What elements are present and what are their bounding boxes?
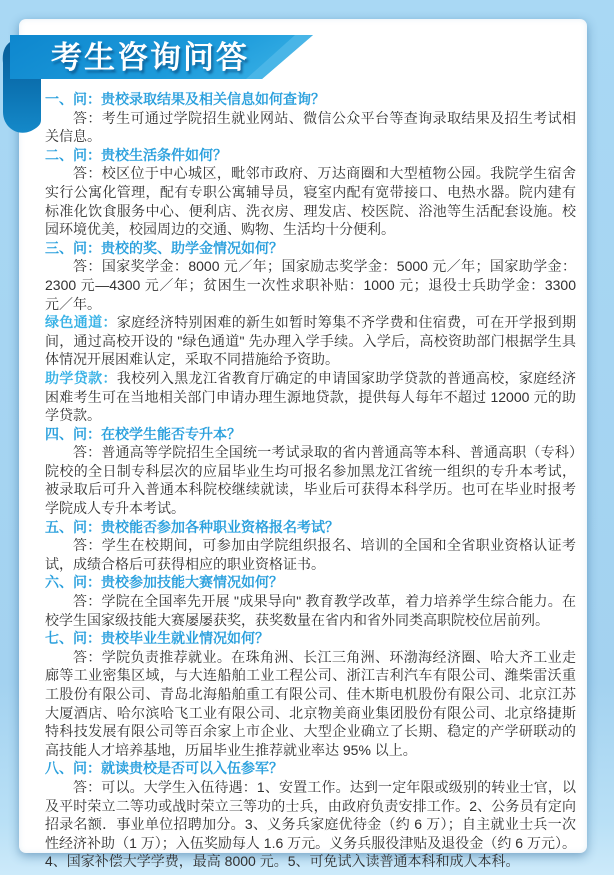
qa-item [45,759,576,871]
question-heading: 五、问：贵校能否参加各种职业资格报名考试？ [45,518,339,535]
question-heading: 三、问：贵校的奖、助学金情况如何？ [45,239,283,256]
answer-paragraph: 答：国家奖学金：8000 元／年；国家励志奖学金：5000 元／年；国家助学金：2300 元—4300 元／年；贫困生一次性求职补贴：1000 元；退役士兵助学金：3300 元／年。 [45,258,576,312]
answer-inline-label: 绿色通道： [45,314,117,331]
answer-paragraph: 助学贷款：我校列入黑龙江省教育厅确定的申请国家助学贷款的普通高校，家庭经济困难考生可在当地相关部门申请办理生源地贷款，提供每人每年不超过 12000 元的助学贷款。 [45,369,577,424]
question-heading: 一、问：贵校录取结果及相关信息如何查询？ [45,91,325,107]
answer-paragraph: 答：普通高等学院招生全国统一考试录取的省内普通高等本科、普通高职（专科）院校的全日制专科层次的应届毕业生均可报名参加黑龙江省统一组织的专升本考试，被录取后可升入普通本科院校继续就读，毕业后可获得本科学历。也可在毕业时报考学院成人专升本考试。 [45,444,576,517]
answer-paragraph: 答：学生在校期间，可参加由学院组织报名、培训的全国和全省职业资格认证考试，成绩合格后可获得相应的职业资格证书。 [45,537,576,572]
question-heading: 四、问：在校学生能否专升本？ [45,425,241,442]
answer-paragraph: 答：考生可通过学院招生就业网站、微信公众平台等查询录取结果及招生考试相关信息。 [45,109,576,145]
qa-item [45,239,576,425]
answer-paragraph: 答：学院负责推荐就业。在珠角洲、长江三角洲、环渤海经济圈、哈大齐工业走廊等工业密集区域，与大连船舶工业工程公司、浙江吉利汽车有限公司、潍柴雷沃重工股份有限公司、青岛北海船舶重工有限公司、佳木斯电机股份有限公司、北京江苏大厦酒店、哈尔滨哈飞工业有限公司、北京物美商业集团股份有限公司、北京络捷斯特科技发展有限公司等百余家上市企业、大型企业确立了长期、稳定的产学研联动的高技能人才培养基地，历届毕业生推荐就业率达 95% 以上。 [45,648,576,758]
question-heading: 八、问：就读贵校是否可以入伍参军？ [45,760,283,777]
answer-inline-label: 助学贷款： [45,369,117,386]
question-heading: 二、问：贵校生活条件如何？ [45,146,227,163]
page-title: 考生咨询问答 [51,40,249,75]
qa-item [45,425,576,518]
qa-item [45,518,576,574]
answer-paragraph: 绿色通道：家庭经济特别困难的新生如暂时筹集不齐学费和住宿费，可在开学报到期间，通过高校开设的 "绿色通道" 先办理入学手续。入学后，高校资助部门根据学生具体情况开展困难认定，采取不同措施给予资助。 [45,314,577,368]
qa-item [45,629,576,759]
answer-paragraph: 答：校区位于中心城区，毗邻市政府、万达商圈和大型植物公园。我院学生宿舍实行公寓化管理，配有专职公寓辅导员，寝室内配有宽带接口、电热水器。院内建有标准化饮食服务中心、便利店、洗衣房、理发店、校医院、浴池等生活配套设施。校园环境优美，校园周边的交通、购物、生活均十分便利。 [45,165,576,238]
qa-list [45,90,576,871]
question-heading: 七、问：贵校毕业生就业情况如何？ [45,630,269,647]
question-heading: 六、问：贵校参加技能大赛情况如何？ [45,574,283,591]
qa-item [45,573,576,629]
qa-item [45,146,576,239]
answer-paragraph: 答：学院在全国率先开展 "成果导向" 教育教学改革，着力培养学生综合能力。在校学生国家级技能大赛屡屡获奖，获奖数量在省内和省外同类高职院校位居前列。 [45,593,576,628]
answer-paragraph: 答：可以。大学生入伍待遇：1、安置工作。达到一定年限或级别的转业士官，以及平时荣立二等功或战时荣立三等功的士兵，由政府负责安排工作。2、公务员有定向招录名额．事业单位招聘加分。3、义务兵家庭优待金（约 6 万）；自主就业士兵一次性经济补助（1 万）；入伍奖励每人 1.6 万元。义务兵服役津贴及退役金（约 6 万元）。4、国家补偿大学学费，最高 8000 元。5、可免试入读普通本科和成人本科。 [45,778,576,870]
